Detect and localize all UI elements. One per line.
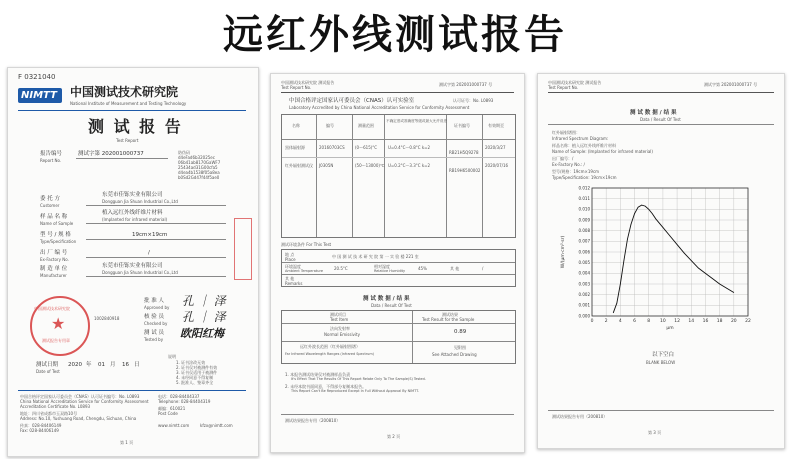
- equipment-row-name: 黑体辐射源: [285, 145, 305, 150]
- result-item-emissivity: 法向发射率: [330, 326, 350, 331]
- spectrum-label-en: Infrared Spectrum Diagram:: [552, 136, 609, 141]
- report-title-en: Test Report: [116, 138, 139, 143]
- note-item: 2. 证书仅对被测件有效: [176, 365, 218, 370]
- checked-by-label: 核 验 员: [144, 314, 164, 320]
- x-tick-label: 6: [633, 319, 636, 324]
- manufacturer-name-cn: 东莞市佳铄实业有限公司: [102, 263, 163, 269]
- equipment-row-uncertainty: U=0.4°C～0.8°C k=2: [388, 145, 431, 150]
- result-item-emissivity-en: Normal Emissivity: [324, 332, 360, 337]
- page-header-report-no: 测试字第 202001000737 号: [704, 82, 758, 87]
- spectrum-data-point: [712, 278, 713, 279]
- manufacturer-label-en: Manufacturer: [40, 273, 67, 278]
- results-col-item: 测试项目: [330, 312, 346, 317]
- factory-no-label: 出 厂 编 号: [40, 250, 68, 256]
- result-wavelength-value-en: See Attached Drawing: [432, 352, 477, 357]
- sample-name-cn: 植入远红外线纤维片材料: [102, 210, 163, 216]
- place-label-en: Place: [285, 257, 296, 262]
- page-number: 第 1 页: [120, 440, 134, 445]
- environment-label: 测试环境条件 For This Test: [281, 242, 332, 247]
- result-wavelength-value: 见附图: [454, 345, 466, 350]
- spectrum-data-point: [648, 209, 649, 210]
- test-date-year: 2020: [68, 362, 82, 368]
- results-title-en: Data / Result Of Test: [371, 303, 412, 308]
- test-date-day: 16: [122, 362, 129, 368]
- tested-by-en: Tested by: [144, 337, 164, 342]
- y-tick-label: 0.012: [578, 185, 590, 191]
- report-cover-page: [7, 67, 259, 457]
- factory-no-label-en: Ex-Factory No.: [40, 257, 69, 262]
- accreditation-title: 中国合格评定国家认可委员会（CNAS）认可实验室: [289, 98, 415, 104]
- spectrum-data-point: [698, 268, 699, 269]
- address-en: Address: No.10, Yushuang Road, Chengdu, Sichuan, China: [20, 416, 137, 421]
- results-title: 测 试 数 据 / 结 果: [363, 296, 410, 302]
- test-date-en: Date of Test: [36, 369, 60, 374]
- y-tick-label: 0.007: [578, 238, 590, 244]
- blank-below-en: BLANK BELOW: [646, 360, 676, 365]
- col-header-cert: 证书编号: [454, 123, 470, 128]
- official-seal: 中国测试技术研究院 ★ 测试报告专用章: [30, 296, 90, 356]
- spectrum-data-point: [620, 284, 621, 285]
- results-col-item-en: Test Item: [330, 317, 349, 322]
- humidity-label: 相对湿度: [374, 264, 390, 269]
- x-tick-label: 8: [647, 319, 651, 324]
- note-item: 1. 证书涂改无效: [176, 360, 206, 365]
- x-tick-label: 2: [604, 319, 608, 324]
- type-spec-en: Type/Specification: 19cm×19cm: [552, 175, 617, 180]
- website-link[interactable]: www.nimtt.com: [158, 423, 190, 428]
- humidity-value: 45%: [418, 266, 427, 271]
- col-header-valid: 有效期至: [488, 123, 504, 128]
- blank-below-cn: 以下空白: [652, 352, 675, 358]
- y-tick-label: 0.004: [578, 270, 590, 276]
- header-rule: [18, 110, 246, 111]
- temperature-value: 20.5°C: [334, 266, 348, 271]
- factory-no: 出厂编号：/: [552, 156, 574, 161]
- spectrum-data-point: [624, 260, 625, 261]
- equipment-row-cert: RB19H6500002: [449, 168, 481, 173]
- manufacturer-label: 制 造 单 位: [40, 266, 68, 272]
- spectrum-data-point: [670, 236, 671, 237]
- infrared-spectrum-chart: [558, 182, 758, 342]
- spectrum-data-point: [705, 273, 706, 274]
- institute-name-cn: 中国测试技术研究院: [70, 85, 179, 99]
- type-label: 型 号 / 规 格: [40, 232, 71, 238]
- spectrum-data-point: [613, 313, 614, 314]
- page-number: 第 3 页: [648, 430, 662, 435]
- spectrum-data-point: [663, 227, 664, 228]
- fax-cn: 传真：028-84406149: [20, 423, 62, 428]
- remarks-label-en: Remarks: [285, 281, 303, 286]
- equipment-row-uncertainty: U=0.2°C～3.3°C k=2: [388, 163, 431, 168]
- equipment-row-valid: 2020/3/27: [485, 145, 506, 150]
- check-code-line: 25434ad31G00cfa5: [178, 165, 218, 170]
- tested-by-label: 测 试 员: [144, 330, 164, 336]
- fax-en: Fax: 028-84406149: [20, 428, 59, 433]
- approved-by-en: Approved by: [144, 305, 170, 310]
- equipment-row-name: 红外辐射测试仪: [285, 163, 313, 168]
- spectrum-data-point: [641, 205, 642, 206]
- check-code-line: b0Sd2Gd47f44f5ae0: [178, 175, 220, 180]
- check-code-line: d4eFad6b32025ec: [178, 155, 215, 160]
- sample-name-en: Name of Sample: (Implanted for infrared material): [552, 149, 653, 154]
- approver-signature: 孔 ｜ 泽: [182, 294, 226, 308]
- humidity-label-en: Relative Humidity: [374, 269, 406, 273]
- customer-name-en: Dongguan Jia Shuan Industrial Co.,Ltd: [102, 199, 178, 204]
- postcode-en: Post Code: [158, 411, 178, 416]
- customer-label-en: Customer: [40, 203, 60, 208]
- serial-number: F 0321040: [18, 73, 56, 81]
- temperature-label: 环境温度: [285, 264, 301, 269]
- banner-title: 远红外线测试报告: [223, 11, 567, 58]
- email-link[interactable]: kfzx@nimtt.com: [200, 423, 233, 428]
- address-cn: 地址：四川省成都市玉双路10号: [20, 411, 78, 416]
- col-header-name: 名称: [292, 123, 300, 128]
- spectrum-data-point: [659, 223, 660, 224]
- x-axis-label: μm: [666, 326, 674, 331]
- y-tick-label: 0.011: [578, 195, 590, 201]
- result-item-wavelength-en: Far Infrared Wavelength Ranges (Infrared Spectrum): [285, 352, 374, 356]
- nimtt-logo: NIMTT: [18, 88, 62, 103]
- sample-label-en: Name of Sample: [40, 221, 74, 226]
- y-tick-label: 0.000: [578, 313, 590, 319]
- footnote: 1. 本报告测试结果仅对被测样品负责: [285, 372, 351, 377]
- x-tick-label: 12: [674, 319, 680, 324]
- results-title-en: Data / Result Of Test: [640, 117, 681, 122]
- accreditation-number: 认可证号：No. L0893: [453, 98, 494, 103]
- sample-name-en: (Implanted for infrared material): [102, 217, 168, 222]
- note-item: 4. 未经同意不得复制: [176, 375, 214, 380]
- page-header-cn: 中国测试技术研究院 测试报告: [548, 80, 602, 85]
- place-label: 地 点: [285, 252, 295, 257]
- page-header-en: Test Report No.: [548, 85, 579, 90]
- y-tick-label: 0.006: [578, 249, 590, 255]
- accreditation-cn: 中国合格评定国家认可委员会（CNAS）认可证书编号：No. L0893: [20, 394, 140, 399]
- report-spectrum-page: [537, 73, 785, 449]
- test-date-year-unit: 年: [86, 362, 92, 368]
- spectrum-data-point: [719, 284, 720, 285]
- test-date-month-unit: 月: [110, 362, 116, 368]
- temperature-label-en: Ambient Temperature: [285, 269, 324, 273]
- report-no-label: 报告编号: [40, 151, 63, 157]
- y-axis-label: W/(μm·cm²·sr): [561, 235, 566, 269]
- report-data-page: [270, 73, 525, 453]
- spectrum-data-point: [734, 292, 735, 293]
- sample-label: 样 品 名 称: [40, 214, 68, 220]
- y-tick-label: 0.003: [578, 281, 590, 287]
- factory-no-value: /: [148, 250, 150, 256]
- check-code-line: 06b41ab8170GaWF7: [178, 160, 221, 165]
- col-header-range: 测量范围: [358, 123, 374, 128]
- spectrum-data-point: [645, 206, 646, 207]
- equipment-row-valid: 2020/07/16: [485, 163, 509, 168]
- checked-by-en: Checked by: [144, 321, 168, 326]
- checker-signature: 孔 ｜ 泽: [182, 310, 226, 324]
- type-spec: 型号/规格：19cm×19cm: [552, 169, 600, 174]
- postcode-cn: 邮编：610021: [158, 406, 186, 411]
- report-banner: [0, 0, 790, 62]
- spectrum-label: 红外辐射谱图：: [552, 130, 580, 135]
- y-tick-label: 0.010: [578, 206, 590, 212]
- test-date-label: 测试日期: [36, 362, 59, 368]
- y-tick-label: 0.008: [578, 227, 590, 233]
- spectrum-data-point: [617, 303, 618, 304]
- equipment-row-number: 20160703CS: [319, 145, 345, 150]
- page-footer: 测试结果报告专用（200810）: [552, 414, 608, 419]
- telephone-cn: 电话：028-84404337: [158, 394, 200, 399]
- spectrum-data-point: [627, 239, 628, 240]
- x-tick-label: 4: [618, 319, 622, 324]
- equipment-row-cert: RB21H5Q9278: [449, 150, 479, 155]
- results-col-result-en: Test Result for the Sample: [422, 317, 475, 322]
- institute-name-en: National Institute of Measurement and Testing Technology: [70, 101, 187, 106]
- footnote-en: This Report Can't Be Reproduced Except In Full Without Approval By NIMTT.: [291, 389, 419, 393]
- note-item: 5. 批准人、签章齐全: [176, 380, 214, 385]
- x-tick-label: 16: [702, 319, 709, 324]
- report-no-en: Report No.: [40, 158, 62, 163]
- y-tick-label: 0.009: [578, 217, 590, 223]
- manufacturer-name-en: Dongguan Jia Shuan Industrial Co.,Ltd: [102, 270, 178, 275]
- footnote: 2. 未经本院书面同意，不得部分复制本报告。: [285, 384, 367, 389]
- spectrum-data-point: [656, 219, 657, 220]
- accreditation-title-en: Laboratory Accredited by China National Accreditation Service for Conformity Assessment: [289, 105, 470, 110]
- spectrum-data-point: [684, 253, 685, 254]
- spectrum-series-line: [613, 205, 734, 313]
- spectrum-data-point: [677, 244, 678, 245]
- page-number: 第 2 页: [387, 434, 401, 439]
- accreditation-no-en: Accreditation Certificate No. L0893: [20, 404, 91, 409]
- equipment-table: [281, 114, 516, 238]
- customer-name-cn: 东莞市佳铄实业有限公司: [102, 192, 163, 198]
- x-tick-label: 20: [730, 319, 737, 324]
- check-code-line: d4ea4b1538f05a8ea: [178, 170, 220, 175]
- page-footer: 测试结果报告专用（200810）: [285, 418, 341, 423]
- y-tick-label: 0.005: [578, 259, 590, 265]
- other-value: /: [482, 266, 484, 271]
- footnote-en: It's Effect That The Results Of This Report Relate Only To The Sample(S) Tested.: [291, 377, 426, 381]
- x-tick-label: 10: [660, 319, 666, 324]
- other-label: 其 他: [450, 266, 460, 271]
- factory-no-en: Ex-Factory No.: /: [552, 162, 585, 167]
- accreditation-en: China National Accreditation Service for Conformity Assessment: [20, 399, 149, 404]
- report-no-value: 测试字第 202001000737: [78, 151, 144, 157]
- notes-label: 说明: [168, 354, 176, 359]
- test-date-day-unit: 日: [134, 362, 140, 368]
- remarks-label: 其 他: [285, 276, 295, 281]
- results-table: [281, 310, 516, 364]
- telephone-en: Telephone: 028-84404319: [158, 399, 211, 404]
- result-emissivity-value: 0.89: [454, 329, 467, 335]
- col-header-number: 编号: [326, 123, 334, 128]
- col-header-uncertainty: 不确定度或准确度等级或最大允许误差: [386, 119, 448, 123]
- page-header-en: Test Report No.: [281, 85, 312, 90]
- spectrum-data-point: [726, 288, 727, 289]
- y-tick-label: 0.002: [578, 291, 590, 297]
- result-item-wavelength: 远红外波长范围（红外辐射图谱）: [300, 344, 360, 349]
- x-tick-label: 14: [688, 319, 695, 324]
- type-value: 19cm×19cm: [132, 232, 168, 238]
- check-code-label: 防伪码: [178, 150, 190, 155]
- tester-signature: 欧阳红梅: [180, 327, 224, 340]
- approved-by-label: 批 准 人: [144, 298, 164, 304]
- sample-name: 样品名称：植入远红外线纤维片材料: [552, 143, 616, 148]
- results-title: 测 试 数 据 / 结 果: [630, 110, 677, 116]
- x-tick-label: 22: [745, 319, 751, 324]
- y-tick-label: 0.001: [578, 302, 590, 308]
- page-header-report-no: 测试字第 202001000737 号: [439, 82, 493, 87]
- spectrum-data-point: [631, 224, 632, 225]
- equipment-row-range: (50～13000)℃: [355, 163, 385, 168]
- edge-seal: [234, 218, 252, 280]
- spectrum-data-point: [638, 207, 639, 208]
- spectrum-data-point: [691, 260, 692, 261]
- x-tick-label: 18: [716, 319, 723, 324]
- environment-table: [281, 249, 516, 287]
- x-tick-label: 0: [590, 319, 594, 324]
- test-date-month: 01: [98, 362, 105, 368]
- seal-number: 1002840918: [94, 316, 120, 321]
- equipment-row-number: J0305N: [319, 163, 334, 168]
- type-label-en: Type/Specification: [40, 239, 77, 244]
- place-value: 中 国 测 试 技 术 研 究 院 第 一 实 验 楼 221 室: [332, 254, 419, 259]
- report-title-cn: 测 试 报 告: [88, 117, 183, 136]
- customer-label: 委 托 方: [40, 196, 60, 202]
- results-col-result: 测试结果: [442, 312, 458, 317]
- equipment-row-range: (0～615)°C: [355, 145, 378, 150]
- spectrum-data-point: [652, 213, 653, 214]
- spectrum-data-point: [634, 213, 635, 214]
- page-header-cn: 中国测试技术研究院 测试报告: [281, 80, 335, 85]
- note-item: 3. 证书仅适用于被测件: [176, 370, 218, 375]
